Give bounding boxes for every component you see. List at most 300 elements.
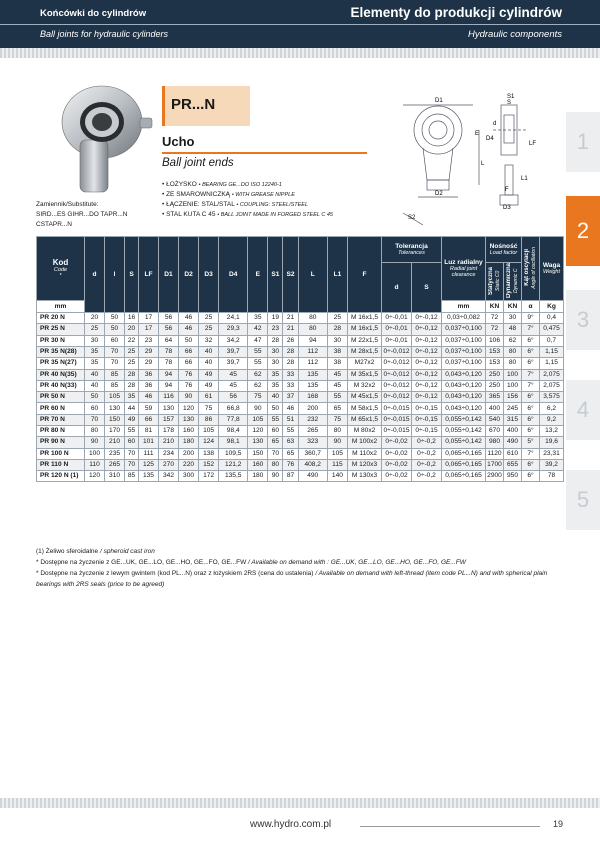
table-cell: 66 <box>179 358 199 369</box>
table-cell: 265 <box>298 425 327 436</box>
table-cell: 28 <box>125 369 139 380</box>
table-cell: 250 <box>486 369 504 380</box>
table-row <box>37 346 564 357</box>
table-cell: 50 <box>85 392 105 403</box>
table-cell: 1,15 <box>540 358 564 369</box>
table-cell: 0÷-0,15 <box>412 414 442 425</box>
table-cell: 125 <box>138 459 158 470</box>
table-cell: 38 <box>327 346 347 357</box>
table-cell: 6° <box>522 471 540 482</box>
table-cell: 56 <box>159 313 179 324</box>
table-cell: 0,043÷0,120 <box>442 392 486 403</box>
table-cell: 0÷-0,015 <box>382 403 412 414</box>
table-cell: 160 <box>179 425 199 436</box>
table-cell: 77,8 <box>219 414 248 425</box>
table-cell: 46 <box>138 392 158 403</box>
table-cell: 29,3 <box>219 324 248 335</box>
table-cell: 85 <box>105 380 125 391</box>
table-cell: 49 <box>199 369 219 380</box>
table-cell: 0÷-0,15 <box>412 403 442 414</box>
table-cell: 94 <box>298 335 327 346</box>
table-cell: 48 <box>504 324 522 335</box>
unit-cell: KN <box>486 301 504 313</box>
label-f: F <box>505 187 509 193</box>
table-cell: 94 <box>159 380 179 391</box>
table-cell: 33 <box>283 380 298 391</box>
header-right-title: Elementy do produkcji cylindrów <box>350 5 562 20</box>
table-cell: 170 <box>105 425 125 436</box>
table-cell: 39,7 <box>219 358 248 369</box>
page-header <box>0 0 600 48</box>
feature-item <box>162 190 333 200</box>
table-cell: 9,2 <box>540 414 564 425</box>
footer-stripe <box>0 798 600 808</box>
table-cell: 153 <box>486 358 504 369</box>
table-cell: 39,2 <box>540 459 564 470</box>
load-factor-header: Nośność Load factor <box>486 237 522 263</box>
table-cell: 2,075 <box>540 380 564 391</box>
section-tab-1[interactable]: 1 <box>566 112 600 172</box>
table-cell: 76 <box>179 369 199 380</box>
feature-en: • COUPLING: STEEL/STEEL <box>236 202 309 208</box>
table-cell: 80 <box>85 425 105 436</box>
table-cell: 0,065÷0,165 <box>442 459 486 470</box>
feature-item <box>162 210 333 220</box>
table-cell: 85 <box>105 369 125 380</box>
table-cell: 98,1 <box>219 437 248 448</box>
feature-list <box>162 180 333 220</box>
table-cell: 21 <box>283 324 298 335</box>
table-row <box>37 313 564 324</box>
table-cell: 6° <box>522 403 540 414</box>
table-cell: 0÷-0,012 <box>382 392 412 403</box>
table-cell: 0÷-0,015 <box>382 414 412 425</box>
table-cell: 36 <box>138 369 158 380</box>
table-row <box>37 403 564 414</box>
table-cell: 0÷-0,12 <box>412 392 442 403</box>
table-cell: 0,475 <box>540 324 564 335</box>
table-cell: 250 <box>486 380 504 391</box>
tol-s-header: S <box>412 263 442 313</box>
technical-drawing <box>383 85 553 225</box>
table-cell: 323 <box>298 437 327 448</box>
table-cell: 23 <box>138 335 158 346</box>
table-cell: 35 <box>268 369 283 380</box>
table-cell: 655 <box>504 459 522 470</box>
unit-cell: α <box>522 301 540 313</box>
table-cell: 234 <box>159 448 179 459</box>
table-cell: 7° <box>522 448 540 459</box>
section-tab-3[interactable]: 3 <box>566 290 600 350</box>
table-cell: 55 <box>283 425 298 436</box>
table-cell: 6,2 <box>540 403 564 414</box>
table-row <box>37 324 564 335</box>
table-cell: 65 <box>327 403 347 414</box>
table-cell: 40 <box>199 358 219 369</box>
col-header: E <box>248 237 268 313</box>
table-cell: 210 <box>159 437 179 448</box>
table-cell: 56 <box>159 324 179 335</box>
table-cell: 232 <box>298 414 327 425</box>
table-cell: 30 <box>504 313 522 324</box>
table-cell: M 45x1,5 <box>348 392 382 403</box>
unit-blank: mm <box>37 301 85 313</box>
table-cell: 30 <box>327 335 347 346</box>
product-code-cell: PR 90 N <box>37 437 85 448</box>
table-cell: 94 <box>159 369 179 380</box>
col-header: LF <box>138 237 158 313</box>
table-row <box>37 425 564 436</box>
feature-pl: • ZE SMAROWNICZKĄ <box>162 191 230 198</box>
table-cell: 112 <box>298 358 327 369</box>
table-cell: 6° <box>522 425 540 436</box>
label-l: L <box>481 161 485 167</box>
table-cell: 121,2 <box>219 459 248 470</box>
table-cell: M 130x3 <box>348 471 382 482</box>
table-cell: 135 <box>298 369 327 380</box>
unit-cell: KN <box>504 301 522 313</box>
table-cell: M 35x1,5 <box>348 369 382 380</box>
table-cell: 32 <box>199 335 219 346</box>
table-cell: 50 <box>179 335 199 346</box>
table-cell: 86 <box>199 414 219 425</box>
table-cell: 0÷-0,012 <box>382 369 412 380</box>
table-cell: M27x2 <box>348 358 382 369</box>
title-separator <box>162 152 367 154</box>
table-cell: M 16x1,5 <box>348 324 382 335</box>
table-cell: 64 <box>159 335 179 346</box>
table-cell: 106 <box>486 335 504 346</box>
table-cell: 400 <box>486 403 504 414</box>
table-cell: 90 <box>268 471 283 482</box>
table-cell: 51 <box>283 414 298 425</box>
table-cell: 135,5 <box>219 471 248 482</box>
table-cell: 7° <box>522 369 540 380</box>
angle-header: Kąt oscylacji Angle of oscillation <box>522 237 540 301</box>
table-cell: M 22x1,5 <box>348 335 382 346</box>
table-cell: 66 <box>179 346 199 357</box>
table-cell: 5° <box>522 437 540 448</box>
table-cell: 300 <box>179 471 199 482</box>
product-code-cell: PR 120 N (1) <box>37 471 85 482</box>
table-cell: 100 <box>85 448 105 459</box>
table-cell: 29 <box>138 358 158 369</box>
table-cell: 0÷-0,12 <box>412 324 442 335</box>
table-cell: 49 <box>199 380 219 391</box>
clearance-header: Luz radialny Radial joint clearance <box>442 237 486 301</box>
tol-d-header: d <box>382 263 412 313</box>
table-cell: 46 <box>179 313 199 324</box>
unit-cell: mm <box>442 301 486 313</box>
table-cell: 670 <box>486 425 504 436</box>
table-cell: 75 <box>327 414 347 425</box>
table-cell: 60 <box>105 335 125 346</box>
section-tab-2[interactable]: 2 <box>566 196 600 266</box>
table-cell: 980 <box>486 437 504 448</box>
unit-cell: Kg <box>540 301 564 313</box>
table-cell: 130 <box>105 403 125 414</box>
table-cell: 152 <box>199 459 219 470</box>
table-cell: M 120x3 <box>348 459 382 470</box>
table-cell: 25 <box>125 358 139 369</box>
feature-en: • WITH GREASE NIPPLE <box>231 192 295 198</box>
table-cell: 0,037÷0,100 <box>442 324 486 335</box>
product-code-cell: PR 40 N(33) <box>37 380 85 391</box>
table-cell: M 32x2 <box>348 380 382 391</box>
table-cell: 28 <box>327 324 347 335</box>
table-cell: 0,043÷0,120 <box>442 403 486 414</box>
table-cell: 180 <box>179 437 199 448</box>
table-cell: 55 <box>248 346 268 357</box>
table-cell: 0÷-0,02 <box>382 459 412 470</box>
specs-table <box>36 236 564 482</box>
table-cell: 80 <box>504 346 522 357</box>
table-cell: 46 <box>179 324 199 335</box>
table-cell: 60 <box>85 403 105 414</box>
label-d3: D3 <box>503 205 511 211</box>
table-cell: 490 <box>504 437 522 448</box>
table-cell: 40 <box>85 380 105 391</box>
table-cell: 25 <box>199 324 219 335</box>
section-tab-5[interactable]: 5 <box>566 470 600 530</box>
table-cell: 160 <box>248 459 268 470</box>
table-cell: 315 <box>504 414 522 425</box>
table-cell: 105 <box>327 448 347 459</box>
table-cell: 17 <box>138 313 158 324</box>
table-cell: 90 <box>327 437 347 448</box>
table-cell: 55 <box>327 392 347 403</box>
table-cell: 85 <box>125 471 139 482</box>
table-cell: 365 <box>486 392 504 403</box>
table-cell: 200 <box>298 403 327 414</box>
table-cell: 90 <box>248 403 268 414</box>
table-cell: 13,2 <box>540 425 564 436</box>
table-cell: 157 <box>159 414 179 425</box>
table-cell: 0÷-0,012 <box>382 380 412 391</box>
table-cell: 35 <box>85 346 105 357</box>
table-cell: 0÷-0,02 <box>382 437 412 448</box>
product-code-cell: PR 40 N(35) <box>37 369 85 380</box>
table-cell: 220 <box>179 459 199 470</box>
table-cell: 45 <box>219 380 248 391</box>
table-cell: 105 <box>105 392 125 403</box>
table-cell: 0÷-0,01 <box>382 335 412 346</box>
table-cell: 109,5 <box>219 448 248 459</box>
table-cell: 45 <box>327 380 347 391</box>
table-cell: 135 <box>298 380 327 391</box>
table-cell: 28 <box>268 335 283 346</box>
table-cell: 98,4 <box>219 425 248 436</box>
table-row <box>37 448 564 459</box>
table-cell: 50 <box>105 313 125 324</box>
section-tab-4[interactable]: 4 <box>566 380 600 440</box>
col-header: L <box>298 237 327 313</box>
label-d: d <box>493 121 497 127</box>
table-cell: 342 <box>159 471 179 482</box>
table-cell: 70 <box>125 459 139 470</box>
table-cell: 100 <box>504 380 522 391</box>
page-number: 19 <box>553 819 564 829</box>
table-cell: 1700 <box>486 459 504 470</box>
product-code-cell: PR 70 N <box>37 414 85 425</box>
product-code-badge: PR...N <box>162 86 250 126</box>
table-cell: 38 <box>327 358 347 369</box>
table-cell: 135 <box>138 471 158 482</box>
col-header: D2 <box>179 237 199 313</box>
product-code-cell: PR 35 N(28) <box>37 346 85 357</box>
table-cell: 55 <box>248 358 268 369</box>
table-row <box>37 392 564 403</box>
col-header: S1 <box>268 237 283 313</box>
table-cell: 105 <box>248 414 268 425</box>
col-header: F <box>348 237 382 313</box>
table-cell: 0,037÷0,100 <box>442 346 486 357</box>
table-cell: 0÷-0,12 <box>412 346 442 357</box>
table-cell: 80 <box>298 324 327 335</box>
table-cell: 1,15 <box>540 346 564 357</box>
feature-en: • BALL JOINT MADE IN FORGED STEEL C 45 <box>217 212 333 218</box>
table-cell: 490 <box>298 471 327 482</box>
label-d1: D1 <box>435 98 443 104</box>
table-cell: 35 <box>125 392 139 403</box>
table-cell: M 28x1,5 <box>348 346 382 357</box>
table-cell: 105 <box>199 425 219 436</box>
product-code-cell: PR 30 N <box>37 335 85 346</box>
table-cell: 101 <box>138 437 158 448</box>
product-code-cell: PR 25 N <box>37 324 85 335</box>
table-cell: 78 <box>159 358 179 369</box>
table-cell: 55 <box>268 414 283 425</box>
label-e: E <box>475 131 480 137</box>
col-header: S <box>125 237 139 313</box>
label-d2: D2 <box>435 191 443 197</box>
table-row <box>37 369 564 380</box>
table-cell: 0÷-0,2 <box>412 437 442 448</box>
product-title <box>162 126 372 169</box>
table-cell: 62 <box>248 369 268 380</box>
table-cell: 23,31 <box>540 448 564 459</box>
table-cell: 55 <box>125 425 139 436</box>
table-cell: 156 <box>504 392 522 403</box>
table-cell: 2900 <box>486 471 504 482</box>
table-cell: 200 <box>179 448 199 459</box>
table-cell: 75 <box>248 392 268 403</box>
table-cell: 0,055÷0,142 <box>442 414 486 425</box>
table-cell: 120 <box>85 471 105 482</box>
label-s1: S1 <box>507 94 515 100</box>
table-cell: 0÷-0,2 <box>412 459 442 470</box>
col-header: S2 <box>283 237 298 313</box>
table-cell: 1120 <box>486 448 504 459</box>
label-s2: S2 <box>408 215 416 221</box>
table-cell: 20 <box>125 324 139 335</box>
table-cell: 150 <box>105 414 125 425</box>
table-cell: 37 <box>283 392 298 403</box>
table-cell: 40 <box>199 346 219 357</box>
table-cell: 6° <box>522 414 540 425</box>
table-cell: 0÷-0,01 <box>382 313 412 324</box>
table-cell: 39,7 <box>219 346 248 357</box>
footer-url[interactable]: www.hydro.com.pl <box>250 819 332 830</box>
table-cell: 0÷-0,02 <box>382 471 412 482</box>
table-cell: 62 <box>248 380 268 391</box>
table-cell: 116 <box>159 392 179 403</box>
table-cell: 30 <box>268 358 283 369</box>
table-cell: 0÷-0,2 <box>412 471 442 482</box>
table-cell: 33 <box>283 369 298 380</box>
table-cell: 35 <box>85 358 105 369</box>
feature-pl: • ŁĄCZENIE: STAL/STAL <box>162 201 235 208</box>
table-cell: 0,037÷0,100 <box>442 358 486 369</box>
table-cell: 70 <box>125 448 139 459</box>
product-code-cell: PR 50 N <box>37 392 85 403</box>
col-header: D4 <box>219 237 248 313</box>
table-cell: 28 <box>283 358 298 369</box>
table-cell: 25 <box>199 313 219 324</box>
table-cell: 70 <box>268 448 283 459</box>
table-cell: 80 <box>504 358 522 369</box>
table-cell: 60 <box>268 425 283 436</box>
product-code-cell: PR 20 N <box>37 313 85 324</box>
table-cell: 45 <box>219 369 248 380</box>
table-cell: 72 <box>486 313 504 324</box>
table-cell: 50 <box>105 324 125 335</box>
feature-pl: • STAL KUTA C 45 <box>162 211 216 218</box>
footnote: * Dostępne na życzenie z lewym gwintem (kod PL...N) oraz z łożyskiem 2RS (cena do ustalenia) / Available on demand with left-thread (item code PL...N) and with spherical plain bearings with 2RS seals (price to be agreed) <box>36 570 548 588</box>
table-cell: 65 <box>268 437 283 448</box>
table-cell: 0÷-0,015 <box>382 425 412 436</box>
table-cell: 65 <box>283 448 298 459</box>
table-row <box>37 437 564 448</box>
table-cell: 25 <box>125 346 139 357</box>
table-cell: 44 <box>125 403 139 414</box>
table-cell: 0,7 <box>540 335 564 346</box>
feature-en: • BEARING GE...DO ISO 12240-1 <box>198 182 282 188</box>
table-cell: 70 <box>85 414 105 425</box>
specs-table-body <box>37 313 564 482</box>
product-code-cell: PR 60 N <box>37 403 85 414</box>
substitute-label: Zamiennik/Substitute: <box>36 201 99 208</box>
footnotes <box>36 546 564 590</box>
table-cell: M 16x1,5 <box>348 313 382 324</box>
table-cell: 140 <box>327 471 347 482</box>
col-header: D1 <box>159 237 179 313</box>
table-cell: 0,065÷0,165 <box>442 471 486 482</box>
table-cell: 80 <box>298 313 327 324</box>
label-l1: L1 <box>521 176 528 182</box>
table-cell: 180 <box>248 471 268 482</box>
table-cell: 0,037÷0,100 <box>442 335 486 346</box>
tolerance-header: Tolerancja Tolerances <box>382 237 442 263</box>
table-cell: 265 <box>105 459 125 470</box>
table-cell: 47 <box>248 335 268 346</box>
header-divider <box>0 24 600 25</box>
table-cell: 45 <box>327 369 347 380</box>
footer-line <box>360 826 540 827</box>
table-cell: 0,043÷0,120 <box>442 380 486 391</box>
table-cell: 42 <box>248 324 268 335</box>
table-cell: 50 <box>268 403 283 414</box>
table-cell: 950 <box>504 471 522 482</box>
table-cell: 120 <box>179 403 199 414</box>
table-row <box>37 459 564 470</box>
table-cell: 0,055÷0,142 <box>442 425 486 436</box>
table-cell: 0÷-0,12 <box>412 335 442 346</box>
footnote: * Dostępne na życzenie z GE...UK, GE...LO, GE...HO, GE...FO, GE...FW / Available on demand with : GE...UK, GE...LO, GE...HO, GE...FO, GE...FW <box>36 559 466 566</box>
table-cell: 36 <box>138 380 158 391</box>
table-cell: 0÷-0,01 <box>382 324 412 335</box>
col-code-header: Kod Code * <box>37 237 85 301</box>
